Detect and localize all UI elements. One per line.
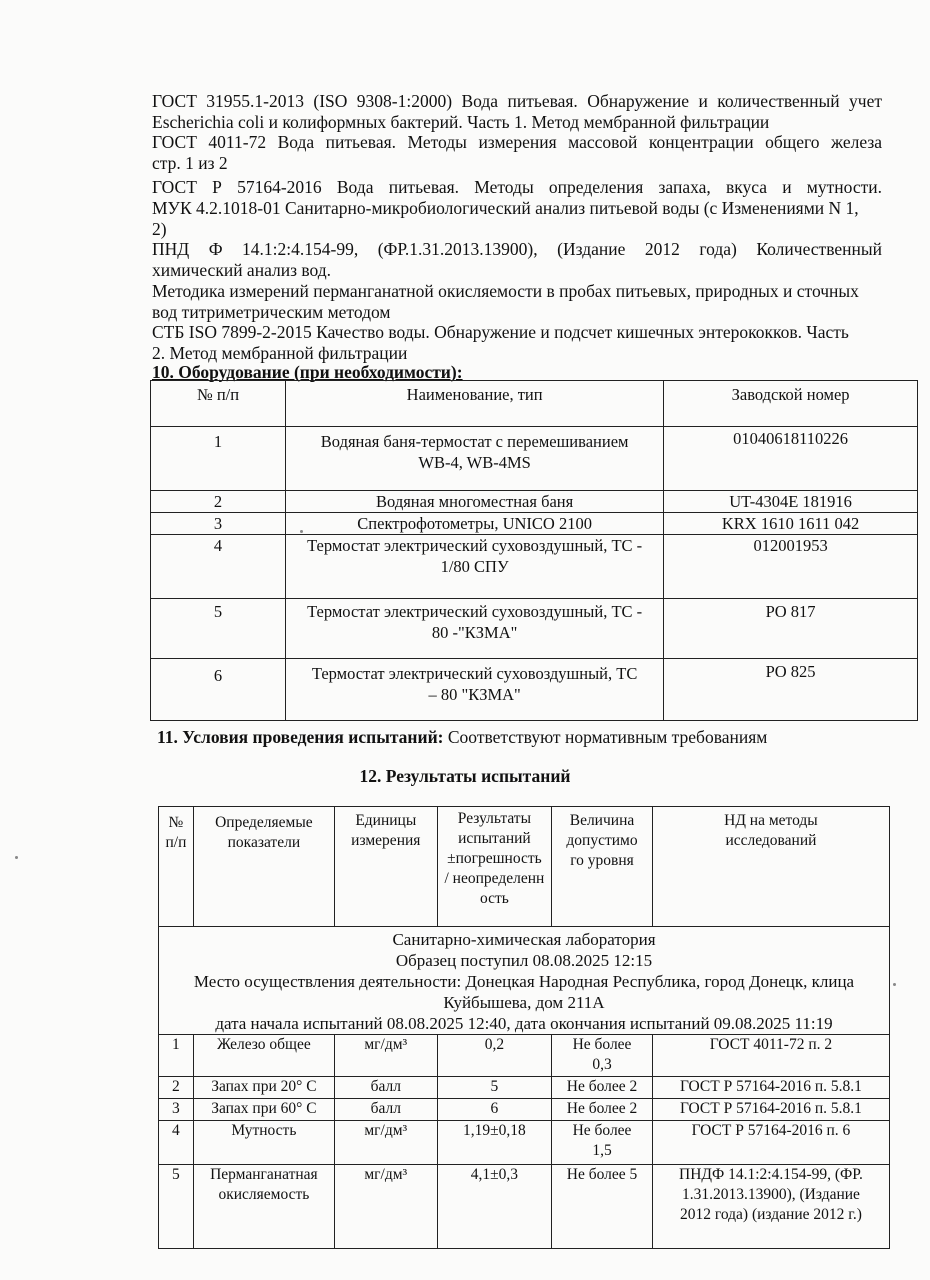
intro-line: ПНД Ф 14.1:2:4.154-99, (ФР.1.31.2013.13900), (Издание 2012 года) Количественный	[152, 239, 882, 259]
section-11-value: Соответствуют нормативным требованиям	[443, 727, 768, 747]
row-allowed: Не более 2	[552, 1077, 653, 1099]
table-row	[159, 1035, 890, 1077]
row-result: 0,2	[437, 1035, 551, 1077]
intro-line: ГОСТ 31955.1-2013 (ISO 9308-1:2000) Вода питьевая. Обнаружение и количественный учет	[152, 91, 882, 111]
row-number: 1	[159, 1035, 194, 1077]
row-serial: KRX 1610 1611 042	[664, 513, 918, 535]
table-row	[151, 599, 918, 659]
table-row	[159, 1099, 890, 1121]
row-allowed: Не более 1,5	[552, 1121, 653, 1165]
row-allowed: Не более 2	[552, 1099, 653, 1121]
header-number: № п/п	[151, 381, 286, 427]
header-units: Единицы измерения	[334, 807, 437, 927]
table-row	[151, 535, 918, 599]
row-method: ГОСТ Р 57164-2016 п. 5.8.1	[652, 1077, 889, 1099]
row-number: 5	[151, 599, 286, 659]
row-serial: UT-4304E 181916	[664, 491, 918, 513]
row-serial: PO 817	[664, 599, 918, 659]
table-header-row	[159, 807, 890, 927]
row-name: Термостат электрический суховоздушный, ТС - 1/80 СПУ	[286, 535, 664, 599]
row-serial: PO 825	[664, 659, 918, 721]
table-row	[159, 1077, 890, 1099]
intro-line: Escherichia coli и колиформных бактерий. Часть 1. Метод мембранной фильтрации	[152, 112, 770, 132]
table-row	[151, 491, 918, 513]
section-10-title: 10. Оборудование (при необходимости):	[152, 362, 463, 382]
activity-address: Куйбышева, дом 211А	[443, 993, 605, 1012]
row-indicator: Мутность	[193, 1121, 334, 1165]
row-indicator: Железо общее	[193, 1035, 334, 1077]
scan-speck	[893, 983, 896, 986]
row-name: Водяная многоместная баня	[286, 491, 664, 513]
row-allowed: Не более 0,3	[552, 1035, 653, 1077]
scan-speck	[300, 530, 303, 533]
header-allowed: Величина допустимо го уровня	[552, 807, 653, 927]
section-12-title: 12. Результаты испытаний	[359, 766, 571, 786]
intro-line: ГОСТ 4011-72 Вода питьевая. Методы измерения массовой концентрации общего железа	[152, 132, 882, 152]
row-result: 6	[437, 1099, 551, 1121]
scan-speck	[15, 856, 18, 859]
test-dates: дата начала испытаний 08.08.2025 12:40, дата окончания испытаний 09.08.2025 11:19	[215, 1014, 833, 1033]
results-table	[158, 806, 890, 1249]
intro-line: 2)	[152, 219, 167, 239]
intro-line: Методика измерений перманганатной окисляемости в пробах питьевых, природных и сточных	[152, 281, 859, 301]
row-indicator: Запах при 60° С	[193, 1099, 334, 1121]
row-method: ГОСТ 4011-72 п. 2	[652, 1035, 889, 1077]
header-serial: Заводской номер	[664, 381, 918, 427]
row-number: 2	[159, 1077, 194, 1099]
table-row	[151, 513, 918, 535]
equipment-table	[150, 380, 918, 721]
lab-name: Санитарно-химическая лаборатория	[392, 930, 656, 949]
row-units: балл	[334, 1099, 437, 1121]
row-number: 2	[151, 491, 286, 513]
header-method: НД на методы исследований	[652, 807, 889, 927]
row-number: 3	[151, 513, 286, 535]
row-name: Водяная баня-термостат с перемешиванием WB-4, WB-4MS	[286, 427, 664, 491]
row-name: Термостат электрический суховоздушный, ТС - 80 -"КЗМА"	[286, 599, 664, 659]
row-number: 3	[159, 1099, 194, 1121]
lab-info-row	[159, 927, 890, 1035]
table-row	[151, 427, 918, 491]
table-header-row	[151, 381, 918, 427]
table-row	[151, 659, 918, 721]
row-units: мг/дм³	[334, 1035, 437, 1077]
row-method: ГОСТ Р 57164-2016 п. 6	[652, 1121, 889, 1165]
row-number: 1	[151, 427, 286, 491]
row-serial: 012001953	[664, 535, 918, 599]
intro-line: ГОСТ Р 57164-2016 Вода питьевая. Методы определения запаха, вкуса и мутности.	[152, 177, 882, 197]
row-number: 6	[151, 659, 286, 721]
intro-line: вод титриметрическим методом	[152, 302, 391, 322]
intro-line: МУК 4.2.1018-01 Санитарно-микробиологический анализ питьевой воды (с Изменениями N 1,	[152, 198, 859, 218]
section-11	[157, 727, 767, 748]
activity-location: Место осуществления деятельности: Донецкая Народная Республика, город Донецк, клица	[193, 972, 855, 991]
row-result: 1,19±0,18	[437, 1121, 551, 1165]
row-indicator: Запах при 20° С	[193, 1077, 334, 1099]
row-method: ПНДФ 14.1:2:4.154-99, (ФР. 1.31.2013.13900), (Издание 2012 года) (издание 2012 г.)	[652, 1165, 889, 1249]
sample-received: Образец поступил 08.08.2025 12:15	[395, 951, 653, 970]
row-indicator: Перманганатная окисляемость	[193, 1165, 334, 1249]
row-units: мг/дм³	[334, 1165, 437, 1249]
row-serial: 01040618110226	[664, 427, 918, 491]
row-result: 4,1±0,3	[437, 1165, 551, 1249]
intro-line: СТБ ISO 7899-2-2015 Качество воды. Обнаружение и подсчет кишечных энтерококков. Часть	[152, 322, 849, 342]
header-indicator: Определяемые показатели	[193, 807, 334, 927]
row-name: Спектрофотометры, UNICO 2100	[286, 513, 664, 535]
lab-info-cell	[159, 927, 890, 1035]
table-row	[159, 1165, 890, 1249]
intro-line: химический анализ вод.	[152, 260, 332, 280]
row-method: ГОСТ Р 57164-2016 п. 5.8.1	[652, 1099, 889, 1121]
header-name: Наименование, тип	[286, 381, 664, 427]
row-units: балл	[334, 1077, 437, 1099]
intro-line: 2. Метод мембранной фильтрации	[152, 343, 408, 363]
row-number: 4	[159, 1121, 194, 1165]
intro-line: стр. 1 из 2	[152, 153, 228, 173]
row-allowed: Не более 5	[552, 1165, 653, 1249]
row-units: мг/дм³	[334, 1121, 437, 1165]
section-11-label: 11. Условия проведения испытаний:	[157, 727, 444, 747]
table-row	[159, 1121, 890, 1165]
row-number: 5	[159, 1165, 194, 1249]
row-number: 4	[151, 535, 286, 599]
row-result: 5	[437, 1077, 551, 1099]
row-name: Термостат электрический суховоздушный, ТС – 80 "КЗМА"	[286, 659, 664, 721]
header-number: № п/п	[159, 807, 194, 927]
header-result: Результаты испытаний ±погрешность / неопределенн ость	[437, 807, 551, 927]
